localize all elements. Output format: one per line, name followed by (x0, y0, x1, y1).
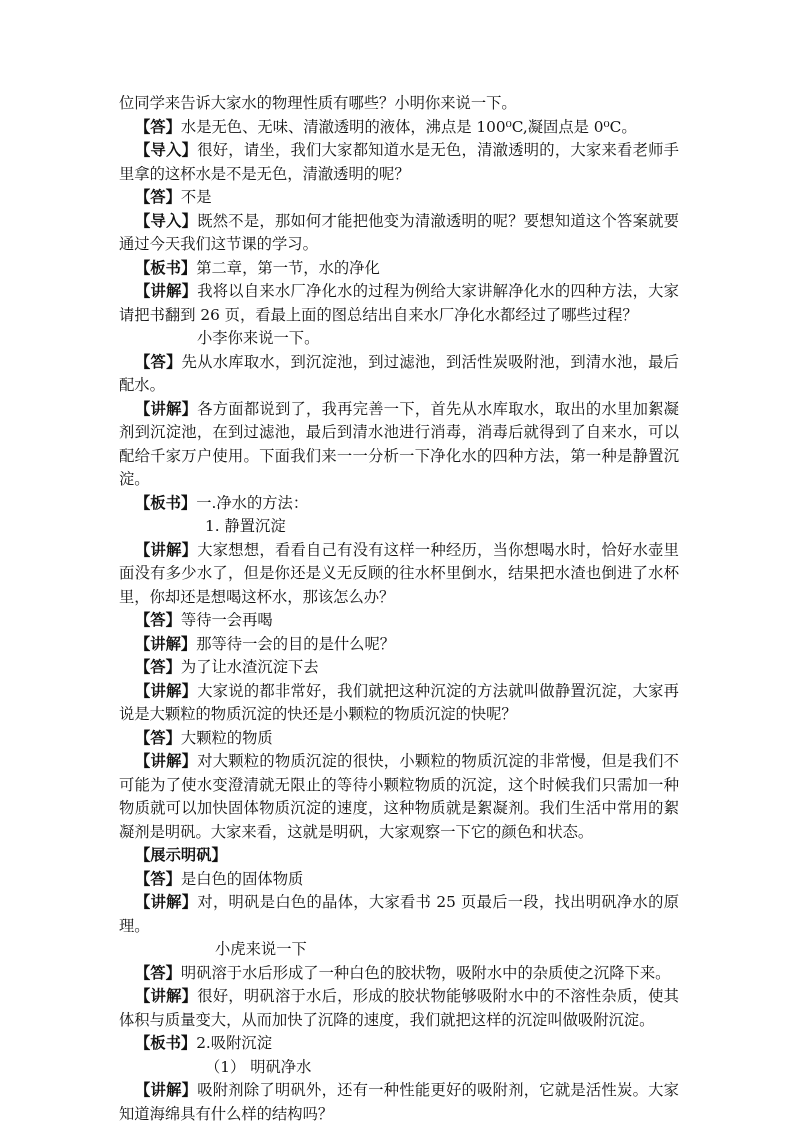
paragraph (119, 1032, 679, 1056)
paragraph-text: 1. 静置沉淀 (205, 517, 286, 535)
paragraph (119, 985, 679, 1032)
paragraph-tag: 【答】 (135, 352, 182, 371)
paragraph-text: 大颗粒的物质 (180, 728, 273, 747)
paragraph-text: 第二章，第一节，水的净化 (196, 258, 380, 277)
paragraph-tag: 【讲解】 (135, 1081, 198, 1099)
paragraph-text: 既然不是，那如何才能把他变为清澈透明的呢？要想知道这个答案就要通过今天我们这节课的学习。 (119, 211, 679, 253)
paragraph (119, 139, 679, 186)
paragraph (119, 210, 679, 257)
paragraph-text: 吸附剂除了明矾外，还有一种性能更好的吸附剂，它就是活性炭。大家知道海绵具有什么样的结构吗？ (119, 1081, 679, 1123)
document-page (119, 92, 679, 1126)
paragraph (119, 868, 679, 892)
paragraph (119, 327, 679, 351)
paragraph-tag: 【讲解】 (135, 893, 198, 911)
paragraph-tag: 【讲解】 (135, 752, 198, 770)
paragraph-text: 等待一会再喝 (180, 611, 273, 629)
paragraph (119, 750, 679, 844)
paragraph (119, 609, 679, 633)
paragraph-tag: 【板书】 (135, 258, 197, 277)
paragraph-text: 水是无色、无味、清澈透明的液体，沸点是 100⁰C,凝固点是 0⁰C。 (180, 117, 637, 136)
paragraph-tag: 【板书】 (135, 1034, 197, 1052)
paragraph-tag: 【答】 (135, 188, 181, 206)
paragraph-tag: 【答】 (135, 728, 181, 747)
paragraph (119, 891, 679, 938)
paragraph (119, 1079, 679, 1126)
paragraph (119, 116, 679, 140)
paragraph-text: 位同学来告诉大家水的物理性质有哪些？小明你来说一下。 (119, 94, 517, 112)
paragraph-text: 是白色的固体物质 (180, 869, 304, 888)
paragraph-text: 各方面都说到了，我再完善一下，首先从水库取水，取出的水里加絮凝剂到沉淀池，在到过滤池，最后到清水池进行消毒，消毒后就得到了自来水，可以配给千家万户使用。下面我们来一一分析一下净化水的四种方法，第一种是静置沉淀。 (119, 399, 679, 488)
paragraph-text: 明矾溶于水后形成了一种白色的胶状物，吸附水中的杂质使之沉降下来。 (180, 963, 671, 982)
paragraph (119, 257, 679, 281)
paragraph (119, 280, 679, 327)
paragraph (119, 633, 679, 657)
paragraph-tag: 【展示明矾】 (135, 846, 227, 864)
paragraph (119, 656, 679, 680)
paragraph (119, 186, 679, 210)
paragraph (119, 680, 679, 727)
paragraph-tag: 【讲解】 (135, 987, 198, 1005)
paragraph-tag: 【导入】 (135, 141, 198, 159)
paragraph-tag: 【答】 (135, 963, 181, 982)
paragraph (119, 962, 679, 986)
paragraph (119, 844, 679, 868)
paragraph-text: 很好，请坐，我们大家都知道水是无色，清澈透明的，大家来看老师手里拿的这杯水是不是无色，清澈透明的呢？ (119, 141, 679, 183)
paragraph (119, 398, 679, 492)
paragraph-tag: 【导入】 (135, 211, 198, 230)
paragraph-text: 小李你来说一下。 (197, 329, 320, 347)
paragraph-text: 为了让水渣沉淀下去 (180, 658, 319, 676)
paragraph-text: 大家想想，看看自己有没有这样一种经历，当你想喝水时，恰好水壶里面没有多少水了，但是你还是义无反顾的往水杯里倒水，结果把水渣也倒进了水杯里，你却还是想喝这杯水，那该怎么办？ (119, 540, 679, 606)
paragraph-tag: 【板书】 (135, 493, 197, 512)
paragraph-tag: 【讲解】 (135, 540, 198, 559)
paragraph-text: 不是 (180, 188, 212, 206)
paragraph-text: 大家说的都非常好，我们就把这种沉淀的方法就叫做静置沉淀，大家再说是大颗粒的物质沉淀的快还是小颗粒的物质沉淀的快呢？ (119, 681, 679, 723)
paragraph-tag: 【讲解】 (135, 634, 197, 653)
paragraph-text: 我将以自来水厂净化水的过程为例给大家讲解净化水的四种方法，大家请把书翻到 26 页，看最上面的图总结出自来水厂净化水都经过了哪些过程？ (119, 282, 679, 324)
paragraph-text: （1） 明矾净水 (205, 1057, 312, 1076)
paragraph-tag: 【讲解】 (135, 681, 198, 700)
paragraph (119, 492, 679, 516)
paragraph (119, 515, 679, 539)
paragraph (119, 727, 679, 751)
paragraph-tag: 【答】 (135, 869, 181, 888)
paragraph (119, 351, 679, 398)
paragraph-tag: 【讲解】 (135, 399, 198, 418)
paragraph-text: 一.净水的方法： (196, 493, 309, 512)
paragraph-tag: 【讲解】 (135, 282, 198, 300)
paragraph-text: 2.吸附沉淀 (196, 1034, 272, 1052)
paragraph (119, 539, 679, 610)
paragraph (119, 938, 679, 962)
paragraph (119, 1056, 679, 1080)
paragraph-text: 先从水库取水，到沉淀池，到过滤池，到活性炭吸附池，到清水池，最后配水。 (119, 352, 679, 394)
paragraph-tag: 【答】 (135, 611, 181, 629)
paragraph-text: 对，明矾是白色的晶体，大家看书 25 页最后一段，找出明矾净水的原理。 (119, 893, 679, 935)
paragraph (119, 92, 679, 116)
paragraph-tag: 【答】 (135, 117, 181, 136)
paragraph-text: 小虎来说一下 (215, 940, 307, 958)
paragraph-tag: 【答】 (135, 658, 181, 676)
paragraph-text: 对大颗粒的物质沉淀的很快，小颗粒的物质沉淀的非常慢，但是我们不可能为了使水变澄清就无限止的等待小颗粒物质的沉淀，这个时候我们只需加一种物质就可以加快固体物质沉淀的速度，这种物质就是絮凝剂。我们生活中常用的絮凝剂是明矾。大家来看，这就是明矾，大家观察一下它的颜色和状态。 (119, 752, 679, 841)
paragraph-text: 那等待一会的目的是什么呢？ (196, 634, 396, 653)
paragraph-text: 很好，明矾溶于水后，形成的胶状物能够吸附水中的不溶性杂质，使其体积与质量变大，从而加快了沉降的速度，我们就把这样的沉淀叫做吸附沉淀。 (119, 987, 679, 1029)
